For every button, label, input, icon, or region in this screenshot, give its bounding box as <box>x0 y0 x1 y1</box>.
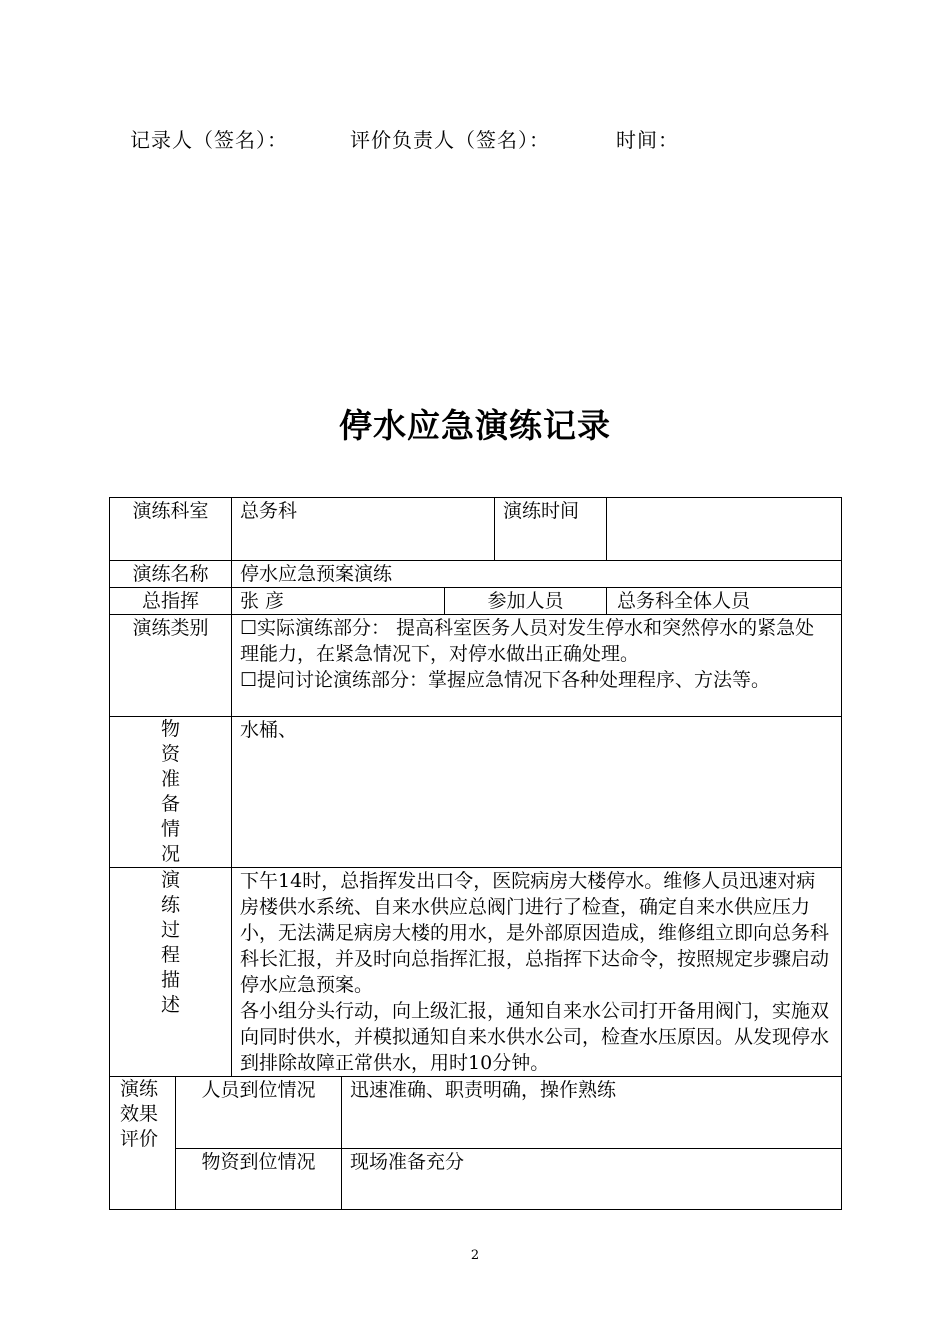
table-row <box>110 1077 842 1149</box>
supplies-arrival-value: 现场准备充分 <box>342 1149 842 1210</box>
drill-type-label: 演练类别 <box>110 615 232 717</box>
dept-value: 总务科 <box>232 498 495 561</box>
process-label: 演 练 过 程 描 述 <box>110 868 232 1077</box>
page-number: 2 <box>470 1248 480 1263</box>
table-row <box>110 868 842 1077</box>
table-row <box>110 1149 842 1210</box>
drill-time-value <box>607 498 842 561</box>
commander-value: 张 彦 <box>232 588 445 615</box>
materials-label: 物 资 准 备 情 况 <box>110 717 232 868</box>
drill-time-label: 演练时间 <box>495 498 607 561</box>
table-row <box>110 717 842 868</box>
staff-arrival-value: 迅速准确、职责明确，操作熟练 <box>342 1077 842 1149</box>
evaluator-signature-label: 评价负责人（签名）： <box>350 128 550 152</box>
signature-line <box>130 124 679 153</box>
table-row <box>110 615 842 717</box>
drill-type-value <box>232 615 842 717</box>
dept-label: 演练科室 <box>110 498 232 561</box>
drill-name-label: 演练名称 <box>110 561 232 588</box>
table-row <box>110 498 842 561</box>
table-row <box>110 561 842 588</box>
drill-record-table <box>109 497 842 1210</box>
participants-label: 参加人员 <box>445 588 607 615</box>
drill-name-value: 停水应急预案演练 <box>232 561 842 588</box>
time-label: 时间： <box>616 128 679 152</box>
drill-type-discussion: ☐提问讨论演练部分：掌握应急情况下各种处理程序、方法等。 <box>240 669 771 691</box>
effect-label: 演练 效果 评价 <box>110 1077 176 1210</box>
process-paragraph-1: 下午14时，总指挥发出口令，医院病房大楼停水。维修人员迅速对病房楼供水系统、自来水供应总阀门进行了检查，确定自来水供应压力小，无法满足病房大楼的用水，是外部原因造成，维修组立即向总务科科长汇报，并及时向总指挥汇报，总指挥下达命令，按照规定步骤启动停水应急预案。 <box>240 870 830 996</box>
commander-label: 总指挥 <box>110 588 232 615</box>
process-paragraph-2: 各小组分头行动，向上级汇报，通知自来水公司打开备用阀门，实施双向同时供水，并模拟通知自来水供水公司，检查水压原因。从发现停水到排除故障正常供水，用时10分钟。 <box>240 1000 830 1074</box>
participants-value: 总务科全体人员 <box>607 588 842 615</box>
document-title: 停水应急演练记录 <box>339 406 611 445</box>
drill-type-practical: ☐实际演练部分： 提高科室医务人员对发生停水和突然停水的紧急处理能力，在紧急情况下，对停水做出正确处理。 <box>240 617 815 665</box>
staff-arrival-label: 人员到位情况 <box>176 1077 342 1149</box>
supplies-arrival-label: 物资到位情况 <box>176 1149 342 1210</box>
table-row <box>110 588 842 615</box>
recorder-signature-label: 记录人（签名）： <box>130 128 288 152</box>
materials-value: 水桶、 <box>232 717 842 868</box>
process-description <box>232 868 842 1077</box>
